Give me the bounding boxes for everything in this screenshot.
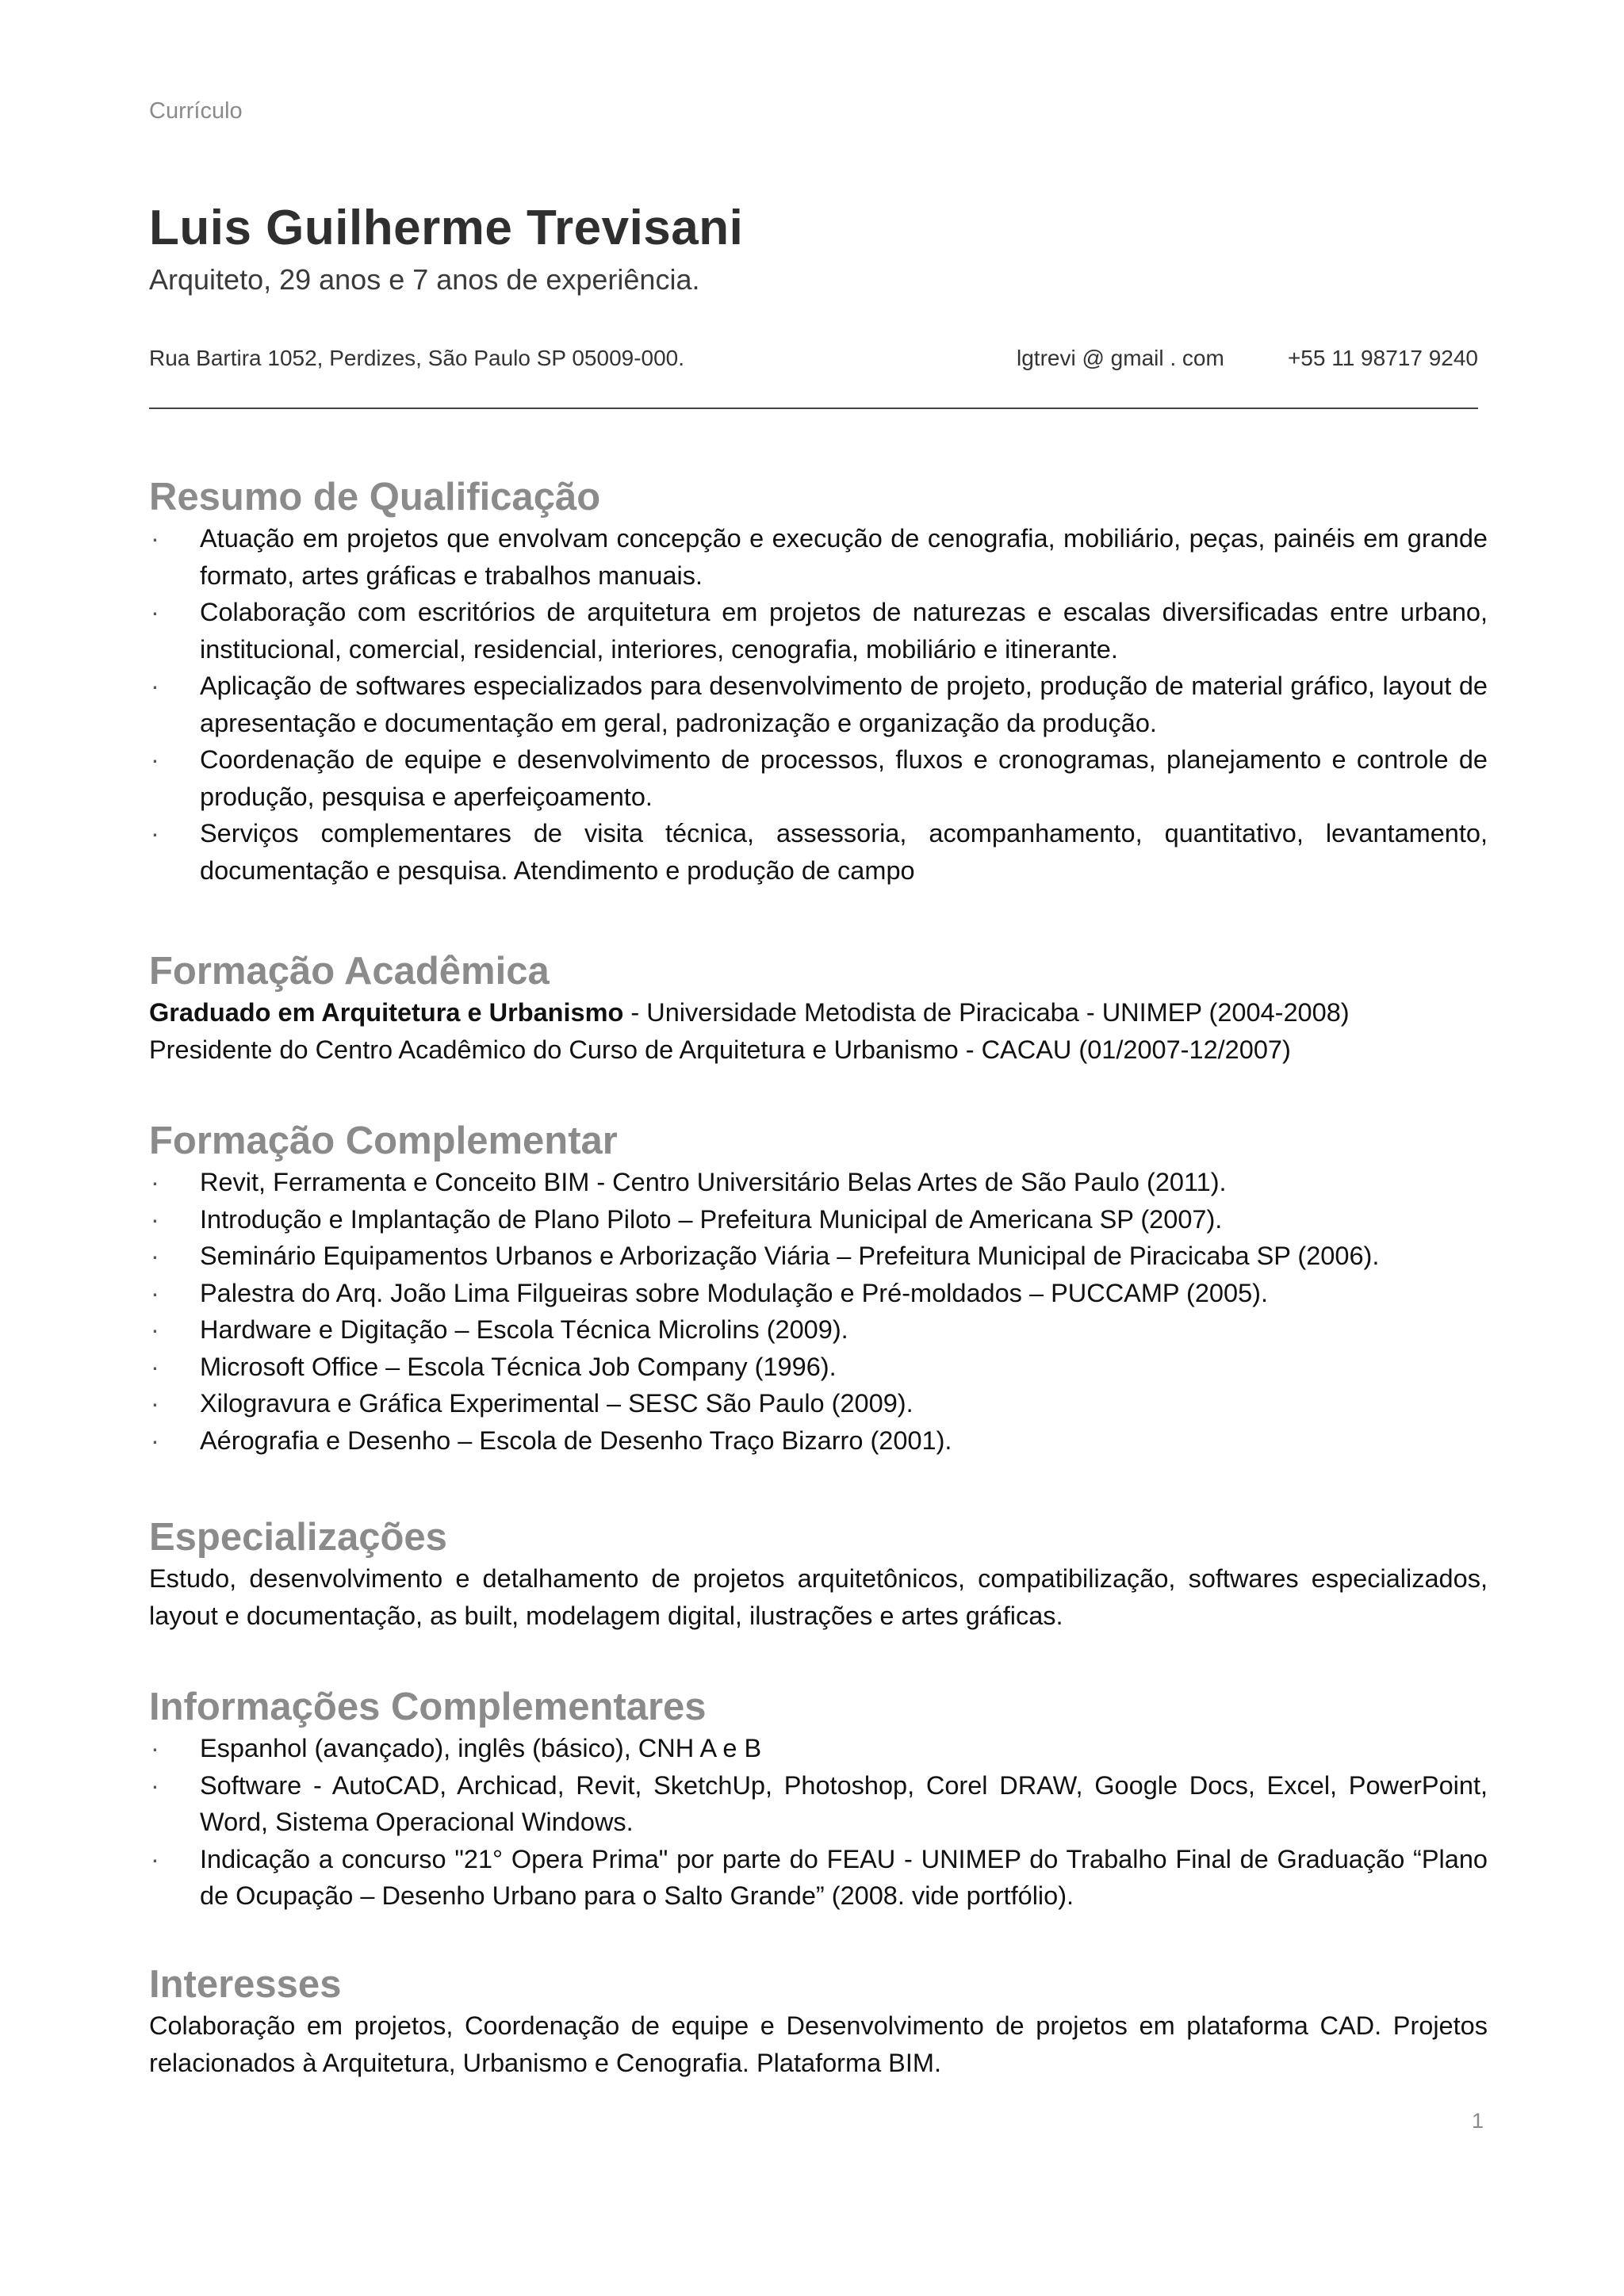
list-item: · Indicação a concurso "21° Opera Prima" por parte do FEAU - UNIMEP do Trabalho Final de Graduação “Plano de Ocupação – Desenho Urbano para o Salto Grande” (2008. vide portfólio). xyxy=(149,1841,1488,1915)
list-item: · Aérografia e Desenho – Escola de Desenho Traço Bizarro (2001). xyxy=(149,1422,1488,1460)
email: lgtrevi @ gmail . com xyxy=(1017,346,1224,370)
section-interesses xyxy=(149,1961,1488,2081)
list-item: · Microsoft Office – Escola Técnica Job Company (1996). xyxy=(149,1349,1488,1386)
list-item: · Software - AutoCAD, Archicad, Revit, SketchUp, Photoshop, Corel DRAW, Google Docs, Excel, PowerPoint, Word, Sistema Operacional Windows. xyxy=(149,1767,1488,1841)
formacao-complementar-list xyxy=(149,1164,1488,1459)
list-item: · Serviços complementares de visita técnica, assessoria, acompanhamento, quantitativo, levantamento, documentação e pesquisa. Atendimento e produção de campo xyxy=(149,815,1488,889)
list-item: · Palestra do Arq. João Lima Filgueiras sobre Modulação e Pré-moldados – PUCCAMP (2005). xyxy=(149,1275,1488,1312)
list-item: · Coordenação de equipe e desenvolvimento de processos, fluxos e cronogramas, planejamento e controle de produção, pesquisa e aperfeiçoamento. xyxy=(149,741,1488,815)
section-title-formacao-complementar: Formação Complementar xyxy=(149,1119,618,1162)
list-item: · Atuação em projetos que envolvam concepção e execução de cenografia, mobiliário, peças, painéis em grande formato, artes gráficas e trabalhos manuais. xyxy=(149,520,1488,594)
header-divider xyxy=(149,408,1478,409)
especializacoes-text: Estudo, desenvolvimento e detalhamento de projetos arquitetônicos, compatibilização, softwares especializados, layout e documentação, as built, modelagem digital, ilustrações e artes gráficas. xyxy=(149,1564,1488,1630)
list-item: · Revit, Ferramenta e Conceito BIM - Centro Universitário Belas Artes de São Paulo (2011). xyxy=(149,1164,1488,1201)
bullet-icon: · xyxy=(151,1315,159,1344)
bullet-icon: · xyxy=(151,1204,159,1234)
bullet-icon: · xyxy=(151,524,159,553)
list-item: · Aplicação de softwares especializados para desenvolvimento de projeto, produção de material gráfico, layout de apresentação e documentação em geral, padronização e organização da produção. xyxy=(149,668,1488,741)
section-title-formacao-academica: Formação Acadêmica xyxy=(149,950,550,993)
list-item: · Seminário Equipamentos Urbanos e Arborização Viária – Prefeitura Municipal de Piracicaba SP (2006). xyxy=(149,1238,1488,1275)
section-title-resumo: Resumo de Qualificação xyxy=(149,476,601,519)
list-item: · Xilogravura e Gráfica Experimental – SESC São Paulo (2009). xyxy=(149,1385,1488,1422)
section-title-interesses: Interesses xyxy=(149,1963,342,2006)
interesses-text: Colaboração em projetos, Coordenação de equipe e Desenvolvimento de projetos em plataforma CAD. Projetos relacionados à Arquitetura, Urbanismo e Cenografia. Plataforma BIM. xyxy=(149,2011,1488,2077)
bullet-icon: · xyxy=(151,1770,159,1800)
academic-center-line: Presidente do Centro Acadêmico do Curso de Arquitetura e Urbanismo - CACAU (01/2007-12/2007) xyxy=(149,1035,1291,1064)
section-resumo xyxy=(149,474,1488,889)
candidate-name: Luis Guilherme Trevisani xyxy=(149,201,744,255)
list-item: · Introdução e Implantação de Plano Piloto – Prefeitura Municipal de Americana SP (2007). xyxy=(149,1201,1488,1238)
section-formacao-complementar xyxy=(149,1118,1488,1459)
list-item: · Hardware e Digitação – Escola Técnica Microlins (2009). xyxy=(149,1311,1488,1349)
bullet-icon: · xyxy=(151,672,159,700)
candidate-subtitle: Arquiteto, 29 anos e 7 anos de experiência. xyxy=(149,263,700,296)
bullet-icon: · xyxy=(151,819,159,848)
bullet-icon: · xyxy=(151,1242,159,1270)
list-item: · Colaboração com escritórios de arquitetura em projetos de naturezas e escalas diversificadas entre urbano, institucional, comercial, residencial, interiores, cenografia, mobiliário e itinerante. xyxy=(149,594,1488,668)
phone: +55 11 98717 9240 xyxy=(1287,346,1478,370)
informacoes-list xyxy=(149,1730,1488,1915)
bullet-icon: · xyxy=(151,1844,159,1873)
bullet-icon: · xyxy=(151,598,159,626)
bullet-icon: · xyxy=(151,745,159,774)
section-informacoes xyxy=(149,1684,1488,1915)
page-number: 1 xyxy=(1472,2109,1484,2133)
section-title-especializacoes: Especializações xyxy=(149,1516,447,1559)
resumo-list xyxy=(149,520,1488,889)
bullet-icon: · xyxy=(151,1352,159,1381)
section-title-informacoes: Informações Complementares xyxy=(149,1686,707,1728)
degree-line: Graduado em Arquitetura e Urbanismo - Universidade Metodista de Piracicaba - UNIMEP (2004-2008) xyxy=(149,998,1350,1027)
bullet-icon: · xyxy=(151,1425,159,1455)
list-item: · Espanhol (avançado), inglês (básico), CNH A e B xyxy=(149,1730,1488,1767)
section-especializacoes xyxy=(149,1514,1488,1634)
bullet-icon: · xyxy=(151,1278,159,1307)
bullet-icon: · xyxy=(151,1389,159,1418)
running-header: Currículo xyxy=(149,98,243,124)
section-formacao-academica xyxy=(149,948,1488,1068)
address: Rua Bartira 1052, Perdizes, São Paulo SP 05009-000. xyxy=(149,346,685,370)
bullet-icon: · xyxy=(151,1168,159,1196)
bullet-icon: · xyxy=(151,1734,159,1762)
